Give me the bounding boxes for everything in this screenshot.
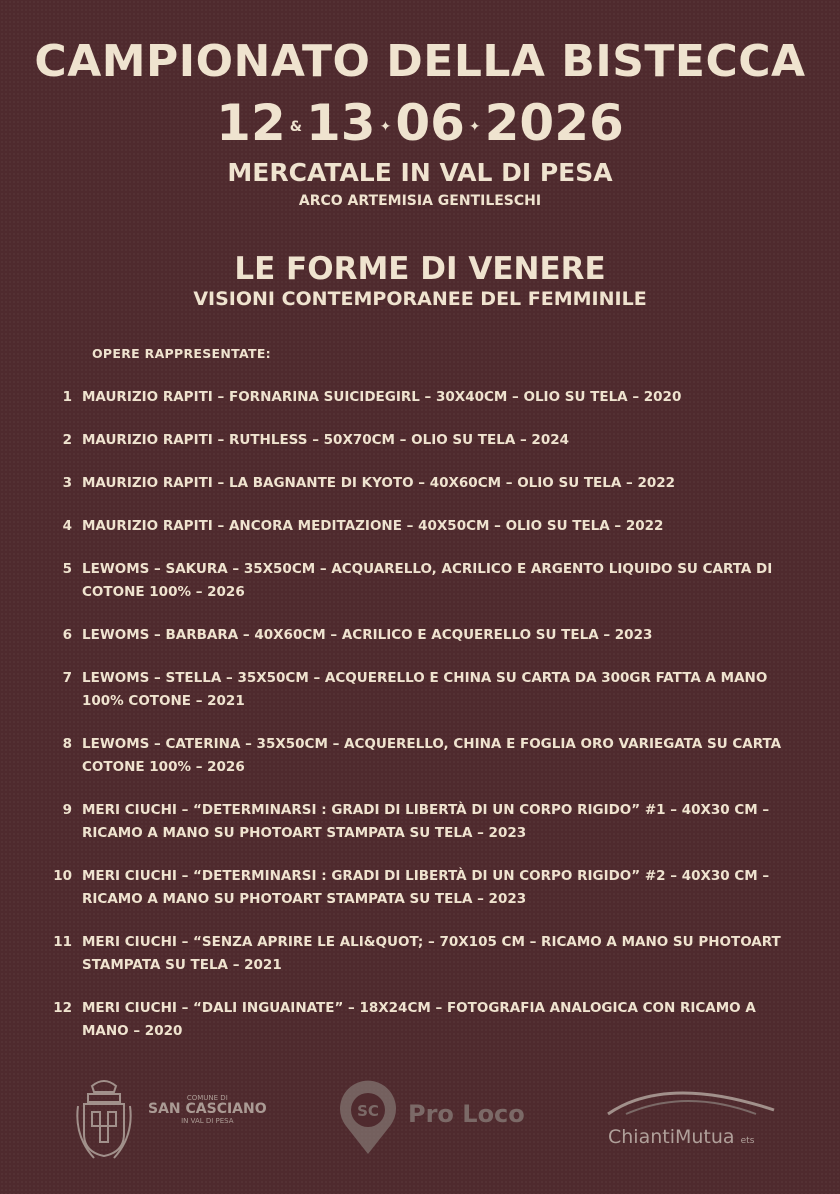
- work-description: MERI CIUCHI – “DETERMINARSI : GRADI DI LIBERTÀ DI UN CORPO RIGIDO” #1 – 40X30 CM – RICAMO A MANO SU PHOTOART STAMPATA SU TELA – 2023: [82, 802, 770, 841]
- work-number: 2: [62, 432, 72, 448]
- work-item: [0, 515, 840, 538]
- work-number: 10: [53, 868, 72, 884]
- work-item: [0, 429, 840, 452]
- star-separator-icon: ✦: [379, 118, 392, 135]
- chiantimutua-logo-text: [608, 1126, 754, 1148]
- work-number: 4: [62, 518, 72, 534]
- work-item: [0, 558, 840, 604]
- work-item: [0, 386, 840, 409]
- work-number: 7: [62, 670, 72, 686]
- comune-logo-text: [148, 1094, 267, 1125]
- work-description: MAURIZIO RAPITI – ANCORA MEDITAZIONE – 40X50CM – OLIO SU TELA – 2022: [82, 518, 664, 534]
- proloco-pin-icon: [336, 1080, 400, 1156]
- work-item: [0, 733, 840, 779]
- exhibit-title: LE FORME DI VENERE: [234, 251, 606, 287]
- work-description: MAURIZIO RAPITI – LA BAGNANTE DI KYOTO – 40X60CM – OLIO SU TELA – 2022: [82, 475, 676, 491]
- comune-name: SAN CASCIANO: [148, 1101, 267, 1117]
- comune-sub: IN VAL DI PESA: [181, 1117, 234, 1126]
- date-and: &: [289, 118, 302, 135]
- date-day-1: 12: [216, 94, 286, 152]
- work-description: MERI CIUCHI – “DALI INGUAINATE” – 18X24CM – FOTOGRAFIA ANALOGICA CON RICAMO A MANO – 2020: [82, 1000, 756, 1039]
- work-description: MAURIZIO RAPITI – FORNARINA SUICIDEGIRL – 30X40CM – OLIO SU TELA – 2020: [82, 389, 682, 405]
- work-number: 3: [62, 475, 72, 491]
- work-description: LEWOMS – BARBARA – 40X60CM – ACRILICO E ACQUERELLO SU TELA – 2023: [82, 627, 653, 643]
- sponsor-logos: [0, 1070, 840, 1170]
- work-item: [0, 997, 840, 1043]
- star-separator-icon: ✦: [468, 118, 481, 135]
- event-dates: [0, 94, 840, 152]
- event-title: CAMPIONATO DELLA BISTECCA: [34, 36, 806, 87]
- work-item: [0, 931, 840, 977]
- work-item: [0, 472, 840, 495]
- work-description: MERI CIUCHI – “DETERMINARSI : GRADI DI LIBERTÀ DI UN CORPO RIGIDO” #2 – 40X30 CM – RICAMO A MANO SU PHOTOART STAMPATA SU TELA – 2023: [82, 868, 770, 907]
- event-location: MERCATALE IN VAL DI PESA: [227, 158, 613, 187]
- work-description: LEWOMS – STELLA – 35X50CM – ACQUERELLO E CHINA SU CARTA DA 300GR FATTA A MANO 100% COTONE – 2021: [82, 670, 768, 709]
- date-year: 2026: [484, 94, 624, 152]
- date-month: 06: [395, 94, 465, 152]
- works-label: OPERE RAPPRESENTATE:: [92, 346, 271, 361]
- work-description: LEWOMS – CATERINA – 35X50CM – ACQUERELLO, CHINA E FOGLIA ORO VARIEGATA SU CARTA COTONE 100% – 2026: [82, 736, 782, 775]
- work-number: 8: [62, 736, 72, 752]
- work-number: 12: [53, 1000, 72, 1016]
- work-number: 11: [53, 934, 72, 950]
- work-item: [0, 667, 840, 713]
- comune-crest-icon: [74, 1076, 134, 1164]
- chiantimutua-name: ChiantiMutua: [608, 1126, 735, 1148]
- chiantimutua-ets: ets: [740, 1136, 755, 1146]
- proloco-badge-text: SC: [357, 1102, 379, 1120]
- work-description: MAURIZIO RAPITI – RUTHLESS – 50X70CM – OLIO SU TELA – 2024: [82, 432, 569, 448]
- work-item: [0, 799, 840, 845]
- date-day-2: 13: [305, 94, 376, 152]
- proloco-logo-text: Pro Loco: [408, 1100, 525, 1128]
- work-number: 6: [62, 627, 72, 643]
- chiantimutua-swoosh-icon: [606, 1080, 776, 1120]
- work-description: MERI CIUCHI – “SENZA APRIRE LE ALI&QUOT; – 70X105 CM – RICAMO A MANO SU PHOTOART STAMPATA SU TELA – 2021: [82, 934, 781, 973]
- comune-small-label: COMUNE DI: [186, 1094, 228, 1102]
- work-number: 9: [62, 802, 72, 818]
- exhibit-subtitle: VISIONI CONTEMPORANEE DEL FEMMINILE: [193, 288, 647, 310]
- work-number: 1: [62, 389, 72, 405]
- work-item: [0, 865, 840, 911]
- work-number: 5: [62, 561, 72, 577]
- work-item: [0, 624, 840, 647]
- work-description: LEWOMS – SAKURA – 35X50CM – ACQUARELLO, ACRILICO E ARGENTO LIQUIDO SU CARTA DI COTONE 100% – 2026: [82, 561, 773, 600]
- event-venue: ARCO ARTEMISIA GENTILESCHI: [298, 193, 542, 209]
- works-list: [0, 386, 840, 1063]
